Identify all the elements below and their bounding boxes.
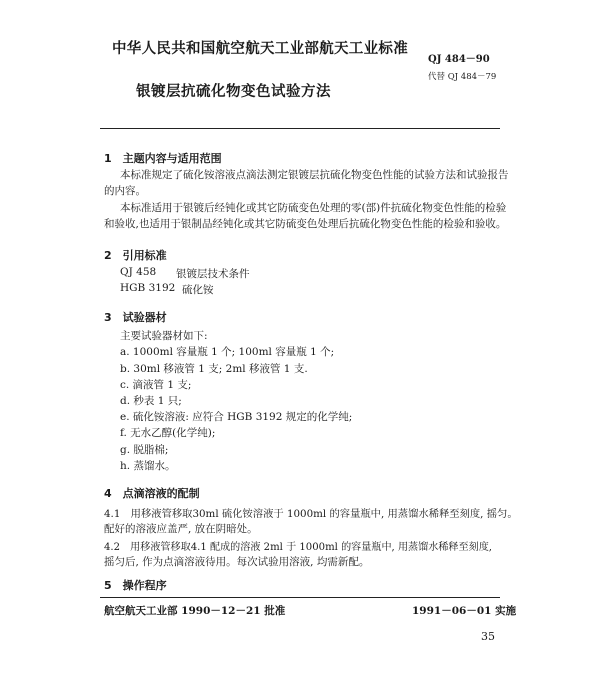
implementation-date: 1991－06－01 实施 xyxy=(412,605,517,617)
section-3-intro: 主要试验器材如下: xyxy=(120,330,208,342)
section-4-heading: 4 点滴溶液的配制 xyxy=(104,487,200,500)
section-3-heading: 3 试验器材 xyxy=(104,311,167,324)
footer-rule xyxy=(100,597,500,598)
approval-info: 航空航天工业部 1990－12－21 批准 xyxy=(104,605,286,617)
section-1-line: 本标准规定了硫化铵溶液点滴法测定银镀层抗硫化物变色性能的试验方法和试验报告 xyxy=(120,169,509,181)
clause-4-1-line: 4.1 用移液管移取30ml 硫化铵溶液于 1000ml 的容量瓶中, 用蒸馏水稀释至刻度, 摇匀。 xyxy=(104,508,518,520)
equipment-item: a. 1000ml 容量瓶 1 个; 100ml 容量瓶 1 个; xyxy=(120,346,335,358)
reference-code: HGB 3192 xyxy=(120,282,176,294)
replaces-note: 代替 QJ 484－79 xyxy=(428,72,497,82)
equipment-item: f. 无水乙醇(化学纯); xyxy=(120,427,216,439)
equipment-item: b. 30ml 移液管 1 支; 2ml 移液管 1 支. xyxy=(120,363,308,375)
reference-title: 硫化铵 xyxy=(182,284,214,296)
equipment-item: d. 秒表 1 只; xyxy=(120,395,182,407)
reference-title: 银镀层技术条件 xyxy=(176,268,250,280)
equipment-item: h. 蒸馏水。 xyxy=(120,460,176,472)
standard-number: QJ 484－90 xyxy=(428,54,490,65)
section-1-line: 本标准适用于银镀后经钝化或其它防硫变色处理的零(部)件抗硫化物变色性能的检验 xyxy=(120,202,507,214)
section-5-heading: 5 操作程序 xyxy=(104,579,167,592)
clause-4-2-line: 摇匀后, 作为点滴溶液待用。每次试验用溶液, 均需新配。 xyxy=(104,556,370,568)
section-1-heading: 1 主题内容与适用范围 xyxy=(104,152,222,165)
equipment-item: g. 脱脂棉; xyxy=(120,444,169,456)
section-1-line: 和验收,也适用于银制品经钝化或其它防硫变色处理后抗硫化物变色性能的检验和验收。 xyxy=(104,218,507,230)
header-rule xyxy=(100,128,500,129)
clause-4-2-line: 4.2 用移液管移取4.1 配成的溶液 2ml 于 1000ml 的容量瓶中, 用蒸馏水稀释至刻度, xyxy=(104,542,493,553)
org-title: 中华人民共和国航空航天工业部航天工业标准 xyxy=(112,41,408,57)
reference-code: QJ 458 xyxy=(120,266,157,278)
equipment-item: e. 硫化铵溶液: 应符合 HGB 3192 规定的化学纯; xyxy=(120,411,353,423)
section-1-line: 的内容。 xyxy=(104,185,146,197)
document-title: 银镀层抗硫化物变色试验方法 xyxy=(136,84,331,100)
section-2-heading: 2 引用标准 xyxy=(104,249,167,262)
page-number: 35 xyxy=(481,630,495,643)
equipment-item: c. 滴液管 1 支; xyxy=(120,379,192,391)
clause-4-1-line: 配好的溶液应盖严, 放在阴暗处。 xyxy=(104,523,258,535)
